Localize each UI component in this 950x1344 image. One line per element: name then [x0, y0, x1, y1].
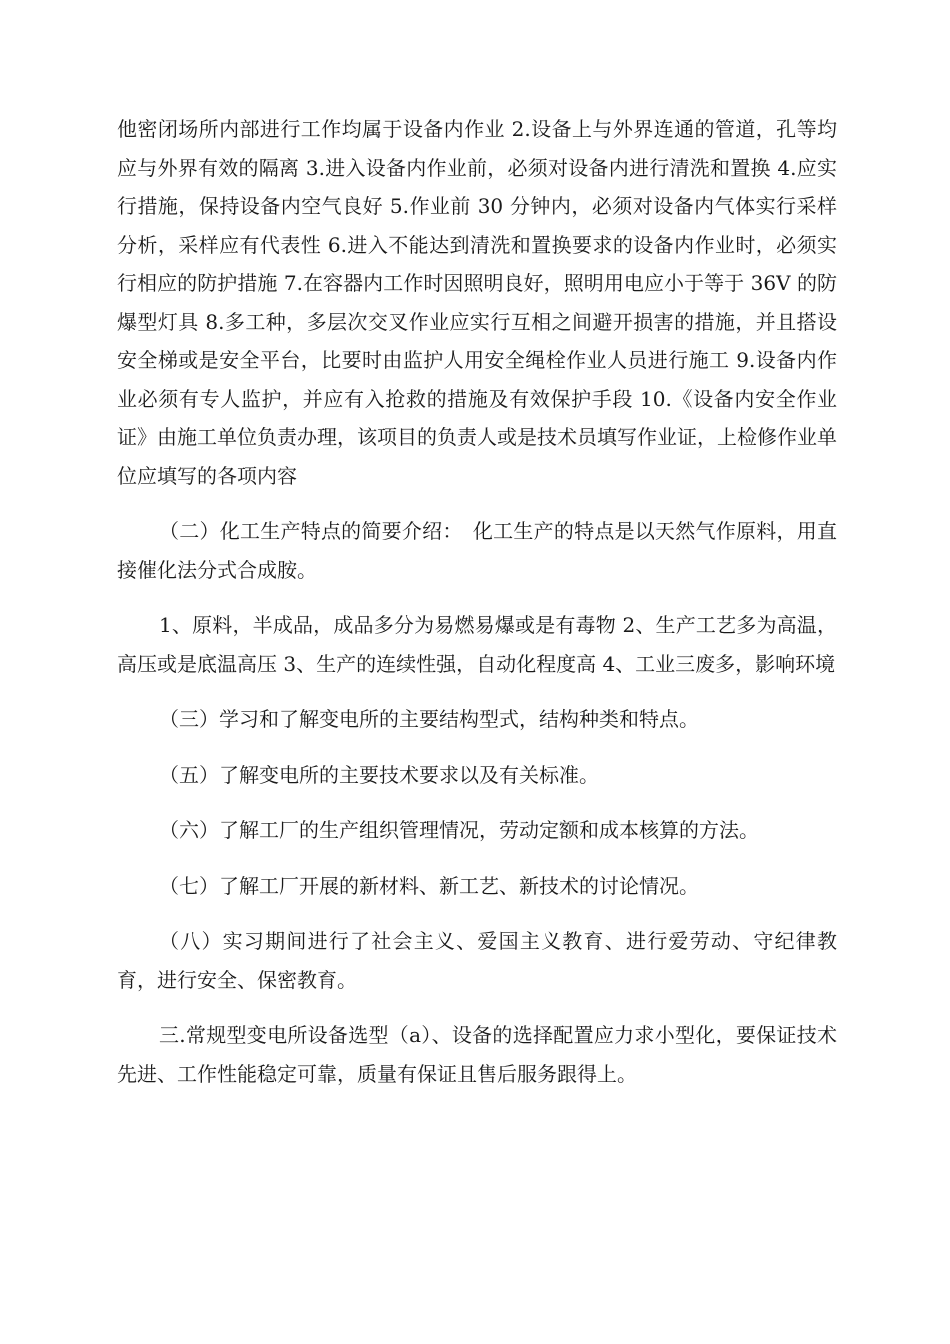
paragraph-item-7: （七）了解工厂开展的新材料、新工艺、新技术的讨论情况。: [159, 873, 699, 898]
paragraph-chemical-features: 1、原料，半成品，成品多分为易燃易爆或是有毒物 2、生产工艺多为高温，高压或是底温高压 3、生产的连续性强，自动化程度高 4、工业三废多，影响环境: [117, 613, 837, 676]
paragraph-equipment-selection: 三.常规型变电所设备选型（a）、设备的选择配置应力求小型化，要保证技术先进、工作性能稳定可靠，质量有保证且售后服务跟得上。: [117, 1023, 837, 1086]
paragraph-item-8: （八）实习期间进行了社会主义、爱国主义教育、进行爱劳动、守纪律教育，进行安全、保密教育。: [117, 929, 837, 992]
paragraph-chemical-intro: （二）化工生产特点的简要介绍： 化工生产的特点是以天然气作原料，用直接催化法分式合成胺。: [117, 519, 837, 582]
paragraph-item-6: （六）了解工厂的生产组织管理情况，劳动定额和成本核算的方法。: [159, 818, 759, 842]
paragraph-item-5: （五）了解变电所的主要技术要求以及有关标准。: [159, 762, 599, 787]
paragraph-safety-rules: 他密闭场所内部进行工作均属于设备内作业 2.设备上与外界连通的管道，孔等均应与外界有效的隔离 3.进入设备内作业前，必须对设备内进行清洗和置换 4.应实行措施，保持设备内空气良好 5.作业前 30 分钟内，必须对设备内气体实行采样分析，采样应有代表性 6.进入不能达到清洗和置换要求的设备内作业时，必须实行相应的防护措施 7.在容器内工作时因照明良好，照明用电应小于等于 36V 的防爆型灯具 8.多工种，多层次交叉作业应实行互相之间避开损害的措施，并且搭设安全梯或是安全平台，比要时由监护人用安全绳栓作业人员进行施工 9.设备内作业必须有专人监护，并应有入抢救的措施及有效保护手段 10.《设备内安全作业证》由施工单位负责办理，该项目的负责人或是技术员填写作业证，上检修作业单位应填写的各项内容: [117, 117, 837, 488]
paragraph-item-3: （三）学习和了解变电所的主要结构型式，结构种类和特点。: [159, 707, 699, 731]
document-body: [117, 110, 837, 1110]
